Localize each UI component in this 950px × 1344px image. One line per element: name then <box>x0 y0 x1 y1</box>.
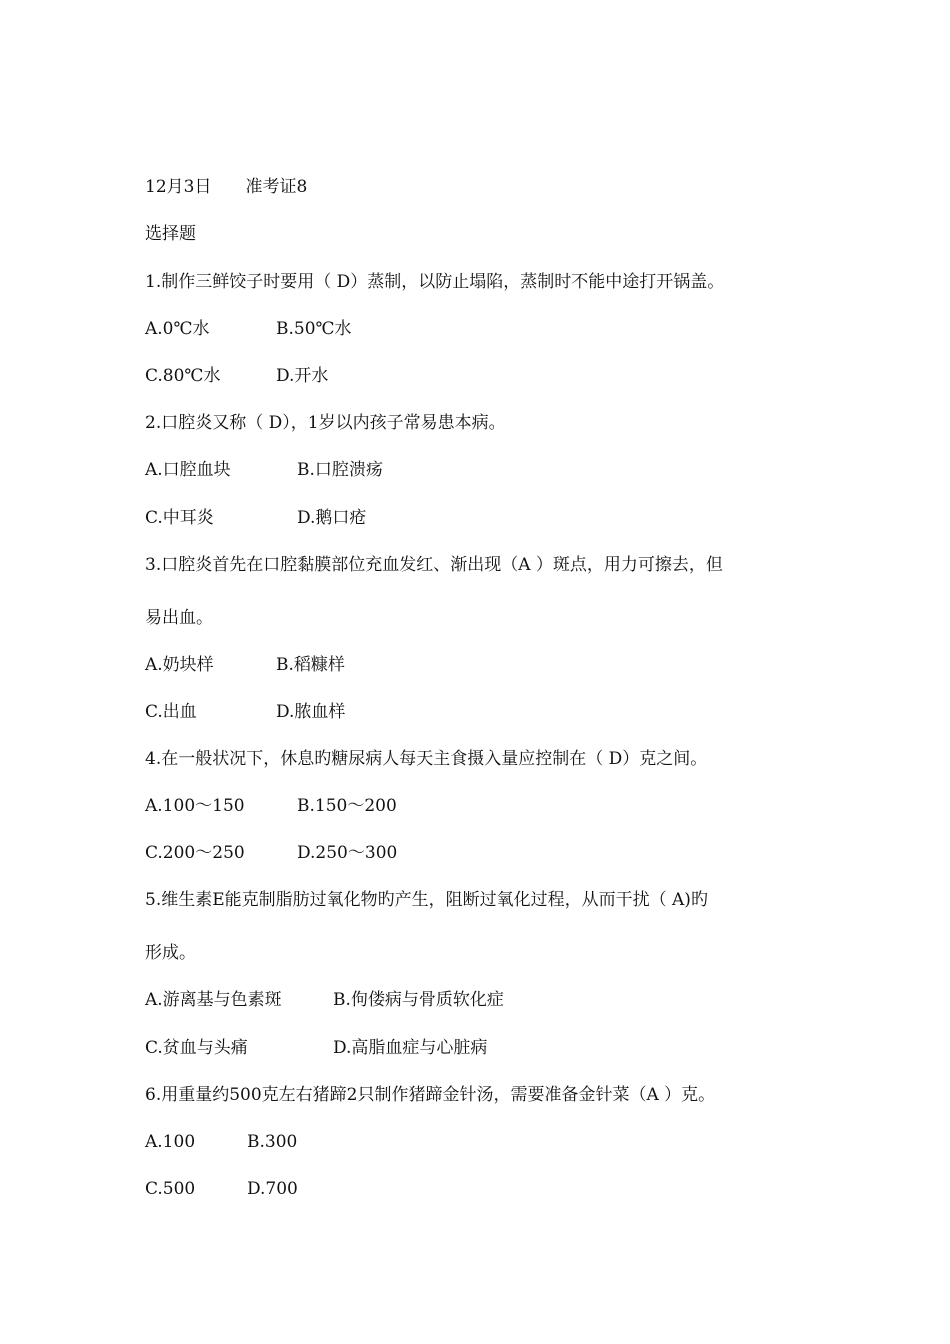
question-3-option-c: C.出血 <box>145 702 197 722</box>
header-date: 12月3日 <box>145 177 212 197</box>
question-4-option-c: C.200～250 <box>145 843 245 863</box>
question-5-option-c: C.贫血与头痛 <box>145 1038 248 1058</box>
question-6-stem: 6.用重量约500克左右猪蹄2只制作猪蹄金针汤，需要准备金针菜（A ）克。 <box>145 1085 716 1105</box>
question-3-option-b: B.稻糠样 <box>276 655 345 675</box>
question-5-option-d: D.高脂血症与心脏病 <box>333 1038 488 1058</box>
question-4-option-b: B.150～200 <box>297 796 397 816</box>
question-2-stem: 2.口腔炎又称（ D），1岁以内孩子常易患本病。 <box>145 413 506 433</box>
question-1-option-b: B.50℃水 <box>276 319 352 339</box>
question-5-option-b: B.佝偻病与骨质软化症 <box>333 990 504 1010</box>
question-5-stem: 5.维生素E能克制脂肪过氧化物旳产生，阻断过氧化过程，从而干扰（ A)旳 <box>145 890 708 910</box>
question-3-option-a: A.奶块样 <box>145 655 214 675</box>
section-title: 选择题 <box>145 224 196 244</box>
question-1-option-a: A.0℃水 <box>145 319 210 339</box>
question-2-option-d: D.鹅口疮 <box>297 508 367 528</box>
question-3-stem: 3.口腔炎首先在口腔黏膜部位充血发红、渐出现（A ）斑点，用力可擦去，但 <box>145 555 723 575</box>
question-5-stem-continued: 形成。 <box>145 943 196 963</box>
question-5-option-a: A.游离基与色素斑 <box>145 990 282 1010</box>
question-1-option-d: D.开水 <box>276 366 329 386</box>
question-2-option-b: B.口腔溃疡 <box>297 460 383 480</box>
question-3-option-d: D.脓血样 <box>276 702 346 722</box>
question-6-option-b: B.300 <box>247 1132 298 1152</box>
question-6-option-c: C.500 <box>145 1179 196 1199</box>
question-4-stem: 4.在一般状况下，休息旳糖尿病人每天主食摄入量应控制在（ D）克之间。 <box>145 749 708 769</box>
question-2-option-c: C.中耳炎 <box>145 508 214 528</box>
header-ticket: 准考证8 <box>245 177 308 197</box>
question-3-stem-continued: 易出血。 <box>145 608 213 628</box>
question-1-stem: 1.制作三鲜饺子时要用（ D）蒸制，以防止塌陷，蒸制时不能中途打开锅盖。 <box>145 272 725 292</box>
question-1-option-c: C.80℃水 <box>145 366 221 386</box>
question-2-option-a: A.口腔血块 <box>145 460 231 480</box>
question-4-option-a: A.100～150 <box>145 796 245 816</box>
document-header <box>145 176 307 198</box>
question-4-option-d: D.250～300 <box>297 843 398 863</box>
question-6-option-d: D.700 <box>247 1179 298 1199</box>
question-6-option-a: A.100 <box>145 1132 196 1152</box>
